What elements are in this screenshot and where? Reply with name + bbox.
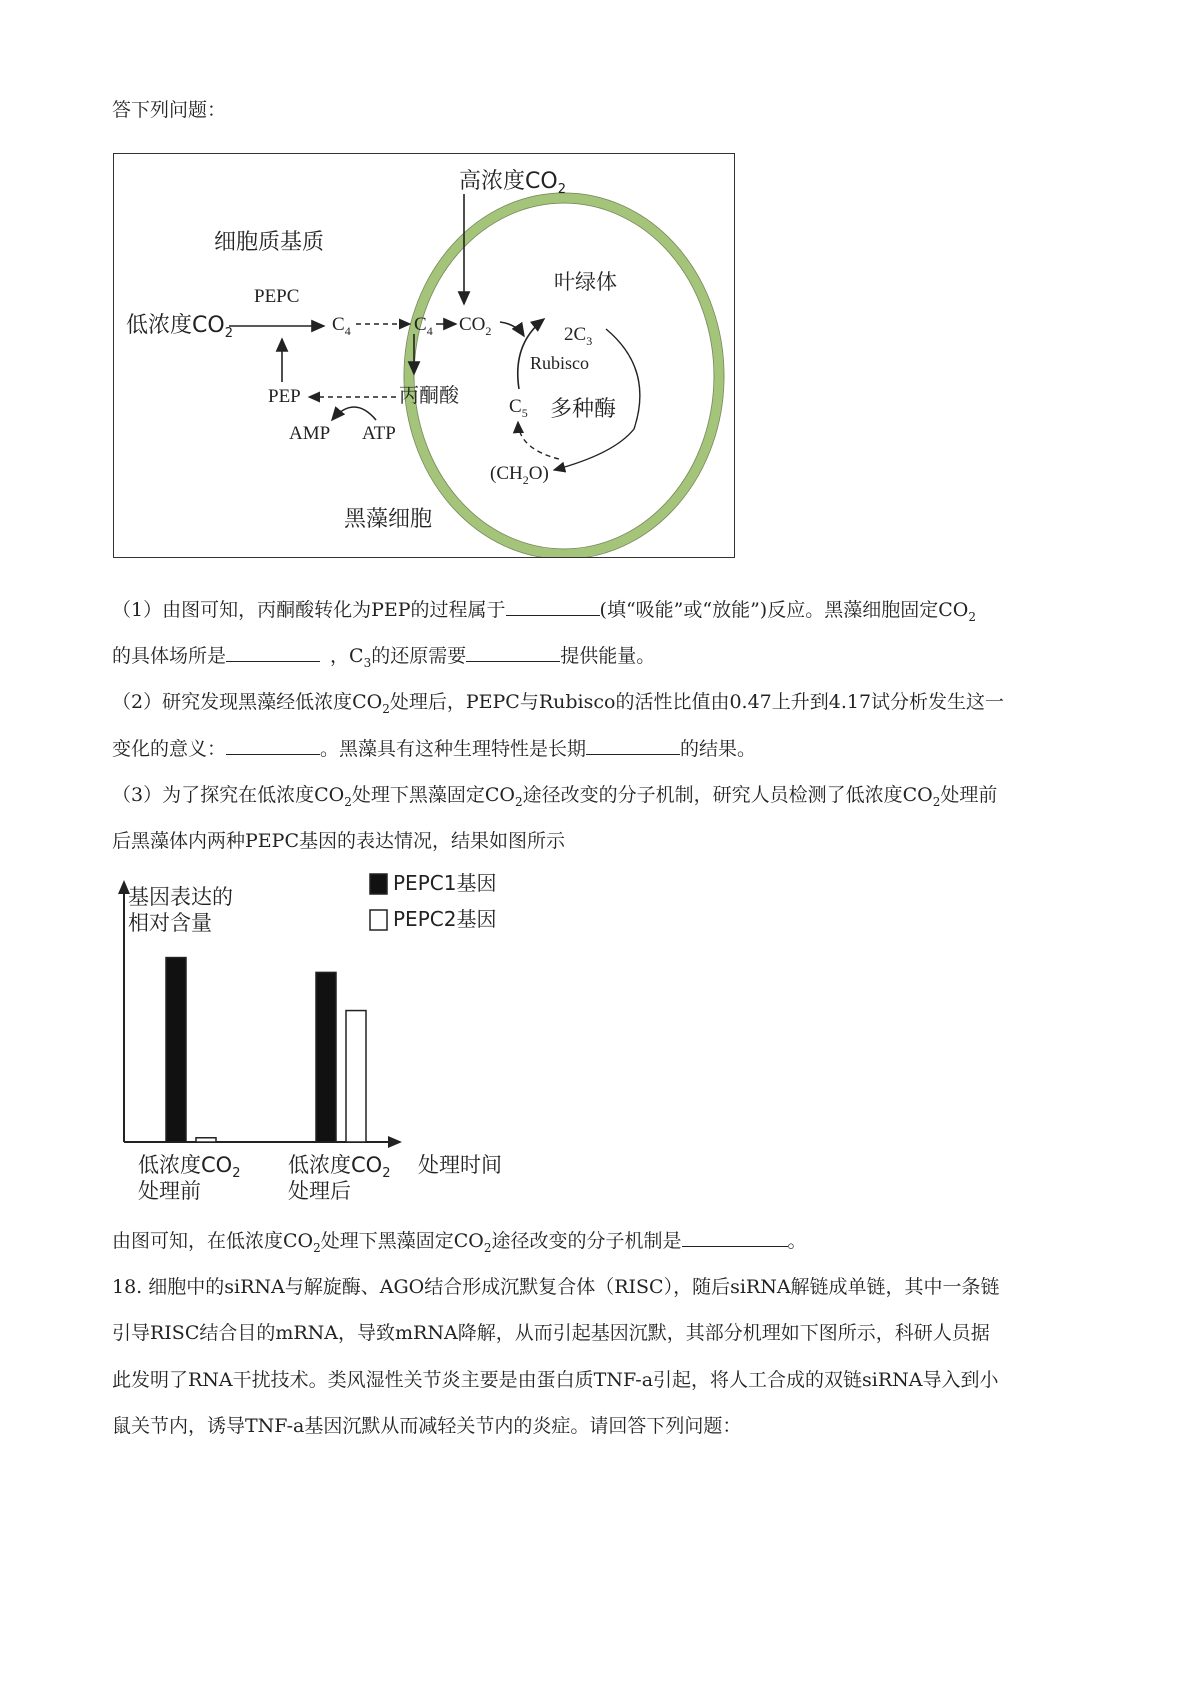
q3-after-text-b: 处理下黑藻固定CO xyxy=(320,1230,484,1252)
label-enzymes: 多种酶 xyxy=(550,397,617,422)
arrow-co2-to-2c3 xyxy=(500,322,524,336)
x-axis-arrow xyxy=(388,1136,402,1148)
gene-expression-chart xyxy=(100,870,570,1200)
q1-text-e: 的还原需要 xyxy=(371,645,467,667)
label-pyruvate: 丙酮酸 xyxy=(399,383,459,407)
q3-text-c: 途径改变的分子机制，研究人员检测了低浓度CO xyxy=(522,784,933,806)
label-c5: $C_5$ xyxy=(509,396,528,420)
legend-label-1: PEPC2基因 xyxy=(393,907,497,931)
q1-blank-1[interactable] xyxy=(506,597,600,616)
chart-svg xyxy=(100,870,570,1200)
label-co2-chloroplast: $CO_2$ xyxy=(459,314,492,338)
label-amp: AMP xyxy=(289,423,331,444)
legend-swatch-0 xyxy=(370,874,387,894)
q1-line2: 的具体场所是 ，$C_3$的还原需要 提供能量。 xyxy=(112,645,656,670)
label-c4-chloroplast: $C_4$ xyxy=(414,314,433,338)
legend-label-0: PEPC1基因 xyxy=(393,871,497,895)
q3-after-line: 由图可知，在低浓度$CO_2$处理下黑藻固定$CO_2$途径改变的分子机制是 。 xyxy=(112,1230,807,1255)
q2-line2 xyxy=(112,736,756,761)
q1-blank-2[interactable] xyxy=(226,643,320,662)
q2-blank-2[interactable] xyxy=(586,736,680,755)
label-cell: 黑藻细胞 xyxy=(344,507,433,532)
chloroplast-membrane xyxy=(409,198,719,554)
bar-PEPC2基因-1 xyxy=(346,1011,366,1142)
q3-text-a: （3）为了探究在低浓度CO xyxy=(112,784,345,806)
q2-text-d: 。黑藻具有这种生理特性是长期 xyxy=(320,738,587,760)
label-ch2o: $(CH_2O)$ xyxy=(490,463,549,487)
q2-text-a: （2）研究发现黑藻经低浓度CO xyxy=(112,691,383,713)
label-pep: PEP xyxy=(268,386,301,407)
q1-text-b: (填“吸能”或“放能”)反应。黑藻细胞固定CO xyxy=(599,599,969,621)
q2-blank-1[interactable] xyxy=(226,736,320,755)
x-axis-label: 处理时间 xyxy=(418,1153,502,1177)
q2-line1: （2）研究发现黑藻经低浓度$CO_2$处理后，PEPC与Rubisco的活性比值由0.47上升到4.17试分析发生这一 xyxy=(112,691,1005,716)
legend-swatch-1 xyxy=(370,910,387,930)
q2-text-e: 的结果。 xyxy=(680,738,757,760)
q1-blank-3[interactable] xyxy=(466,643,560,662)
category-label-0-line1: 低浓度$CO_2$ xyxy=(138,1153,241,1181)
q2-text-c: 变化的意义： xyxy=(112,738,227,760)
q18-line2: 引导RISC结合目的mRNA，导致mRNA降解，从而引起基因沉默，其部分机理如下图所示，科研人员据 xyxy=(112,1322,990,1344)
bar-PEPC1基因-0 xyxy=(166,958,186,1142)
label-rubisco: Rubisco xyxy=(530,353,590,373)
arrow-atp-to-amp xyxy=(332,407,376,420)
q3-text-d: 处理前 xyxy=(940,784,998,806)
q3-after-text-c: 途径改变的分子机制是 xyxy=(491,1230,682,1252)
q3-line2: 后黑藻体内两种PEPC基因的表达情况，结果如图所示 xyxy=(112,830,565,852)
q1-text-f: 提供能量。 xyxy=(560,645,656,667)
q1-text-c: 的具体场所是 xyxy=(112,645,227,667)
arrow-ch2o-to-c5-dashed xyxy=(518,422,559,459)
q1-text-d: ，C xyxy=(330,645,364,667)
label-chloroplast: 叶绿体 xyxy=(554,270,617,294)
cell-diagram-svg xyxy=(114,154,734,557)
label-pepc: PEPC xyxy=(254,286,300,307)
q3-after-text-d: 。 xyxy=(787,1230,807,1252)
q3-after-text-a: 由图可知，在低浓度CO xyxy=(112,1230,314,1252)
y-axis-label-line1: 基因表达的 xyxy=(128,885,233,909)
category-label-1-line2: 处理后 xyxy=(288,1179,351,1200)
label-low-co2: 低浓度$CO_2$ xyxy=(126,313,233,341)
label-cytoplasm: 细胞质基质 xyxy=(214,230,325,255)
bar-PEPC2基因-0 xyxy=(196,1138,216,1142)
cell-diagram xyxy=(113,153,735,558)
q18-line4: 鼠关节内，诱导TNF-a基因沉默从而减轻关节内的炎症。请回答下列问题： xyxy=(112,1415,742,1437)
q18-line1: 18. 细胞中的siRNA与解旋酶、AGO结合形成沉默复合体（RISC），随后siRNA解链成单链，其中一条链 xyxy=(112,1276,1000,1298)
bar-PEPC1基因-1 xyxy=(316,972,336,1142)
q1-line1: （1）由图可知，丙酮酸转化为PEP的过程属于 (填“吸能”或“放能”)反应。黑藻细胞固定$CO_2$ xyxy=(112,599,976,624)
q2-text-b: 处理后，PEPC与Rubisco的活性比值由0.47上升到4.17试分析发生这一 xyxy=(389,691,1005,713)
y-axis-label-line2: 相对含量 xyxy=(128,911,212,935)
q18-line3: 此发明了RNA干扰技术。类风湿性关节炎主要是由蛋白质TNF-a引起，将人工合成的双链siRNA导入到小 xyxy=(112,1369,999,1391)
q1-text-a: （1）由图可知，丙酮酸转化为PEP的过程属于 xyxy=(112,599,506,621)
q3-text-b: 处理下黑藻固定CO xyxy=(351,784,515,806)
label-2c3: $2C_3$ xyxy=(564,324,593,348)
intro-text: 答下列问题： xyxy=(112,99,227,121)
label-c4-cytoplasm: $C_4$ xyxy=(332,314,351,338)
q3-line1: （3）为了探究在低浓度$CO_2$处理下黑藻固定$CO_2$途径改变的分子机制，研究人员检测了低浓度$CO_2$处理前 xyxy=(112,784,998,809)
label-high-co2: 高浓度$CO_2$ xyxy=(459,169,566,197)
category-label-1-line1: 低浓度$CO_2$ xyxy=(288,1153,391,1181)
q3-blank-1[interactable] xyxy=(682,1228,788,1247)
label-atp: ATP xyxy=(362,423,396,444)
category-label-0-line2: 处理前 xyxy=(138,1179,201,1200)
